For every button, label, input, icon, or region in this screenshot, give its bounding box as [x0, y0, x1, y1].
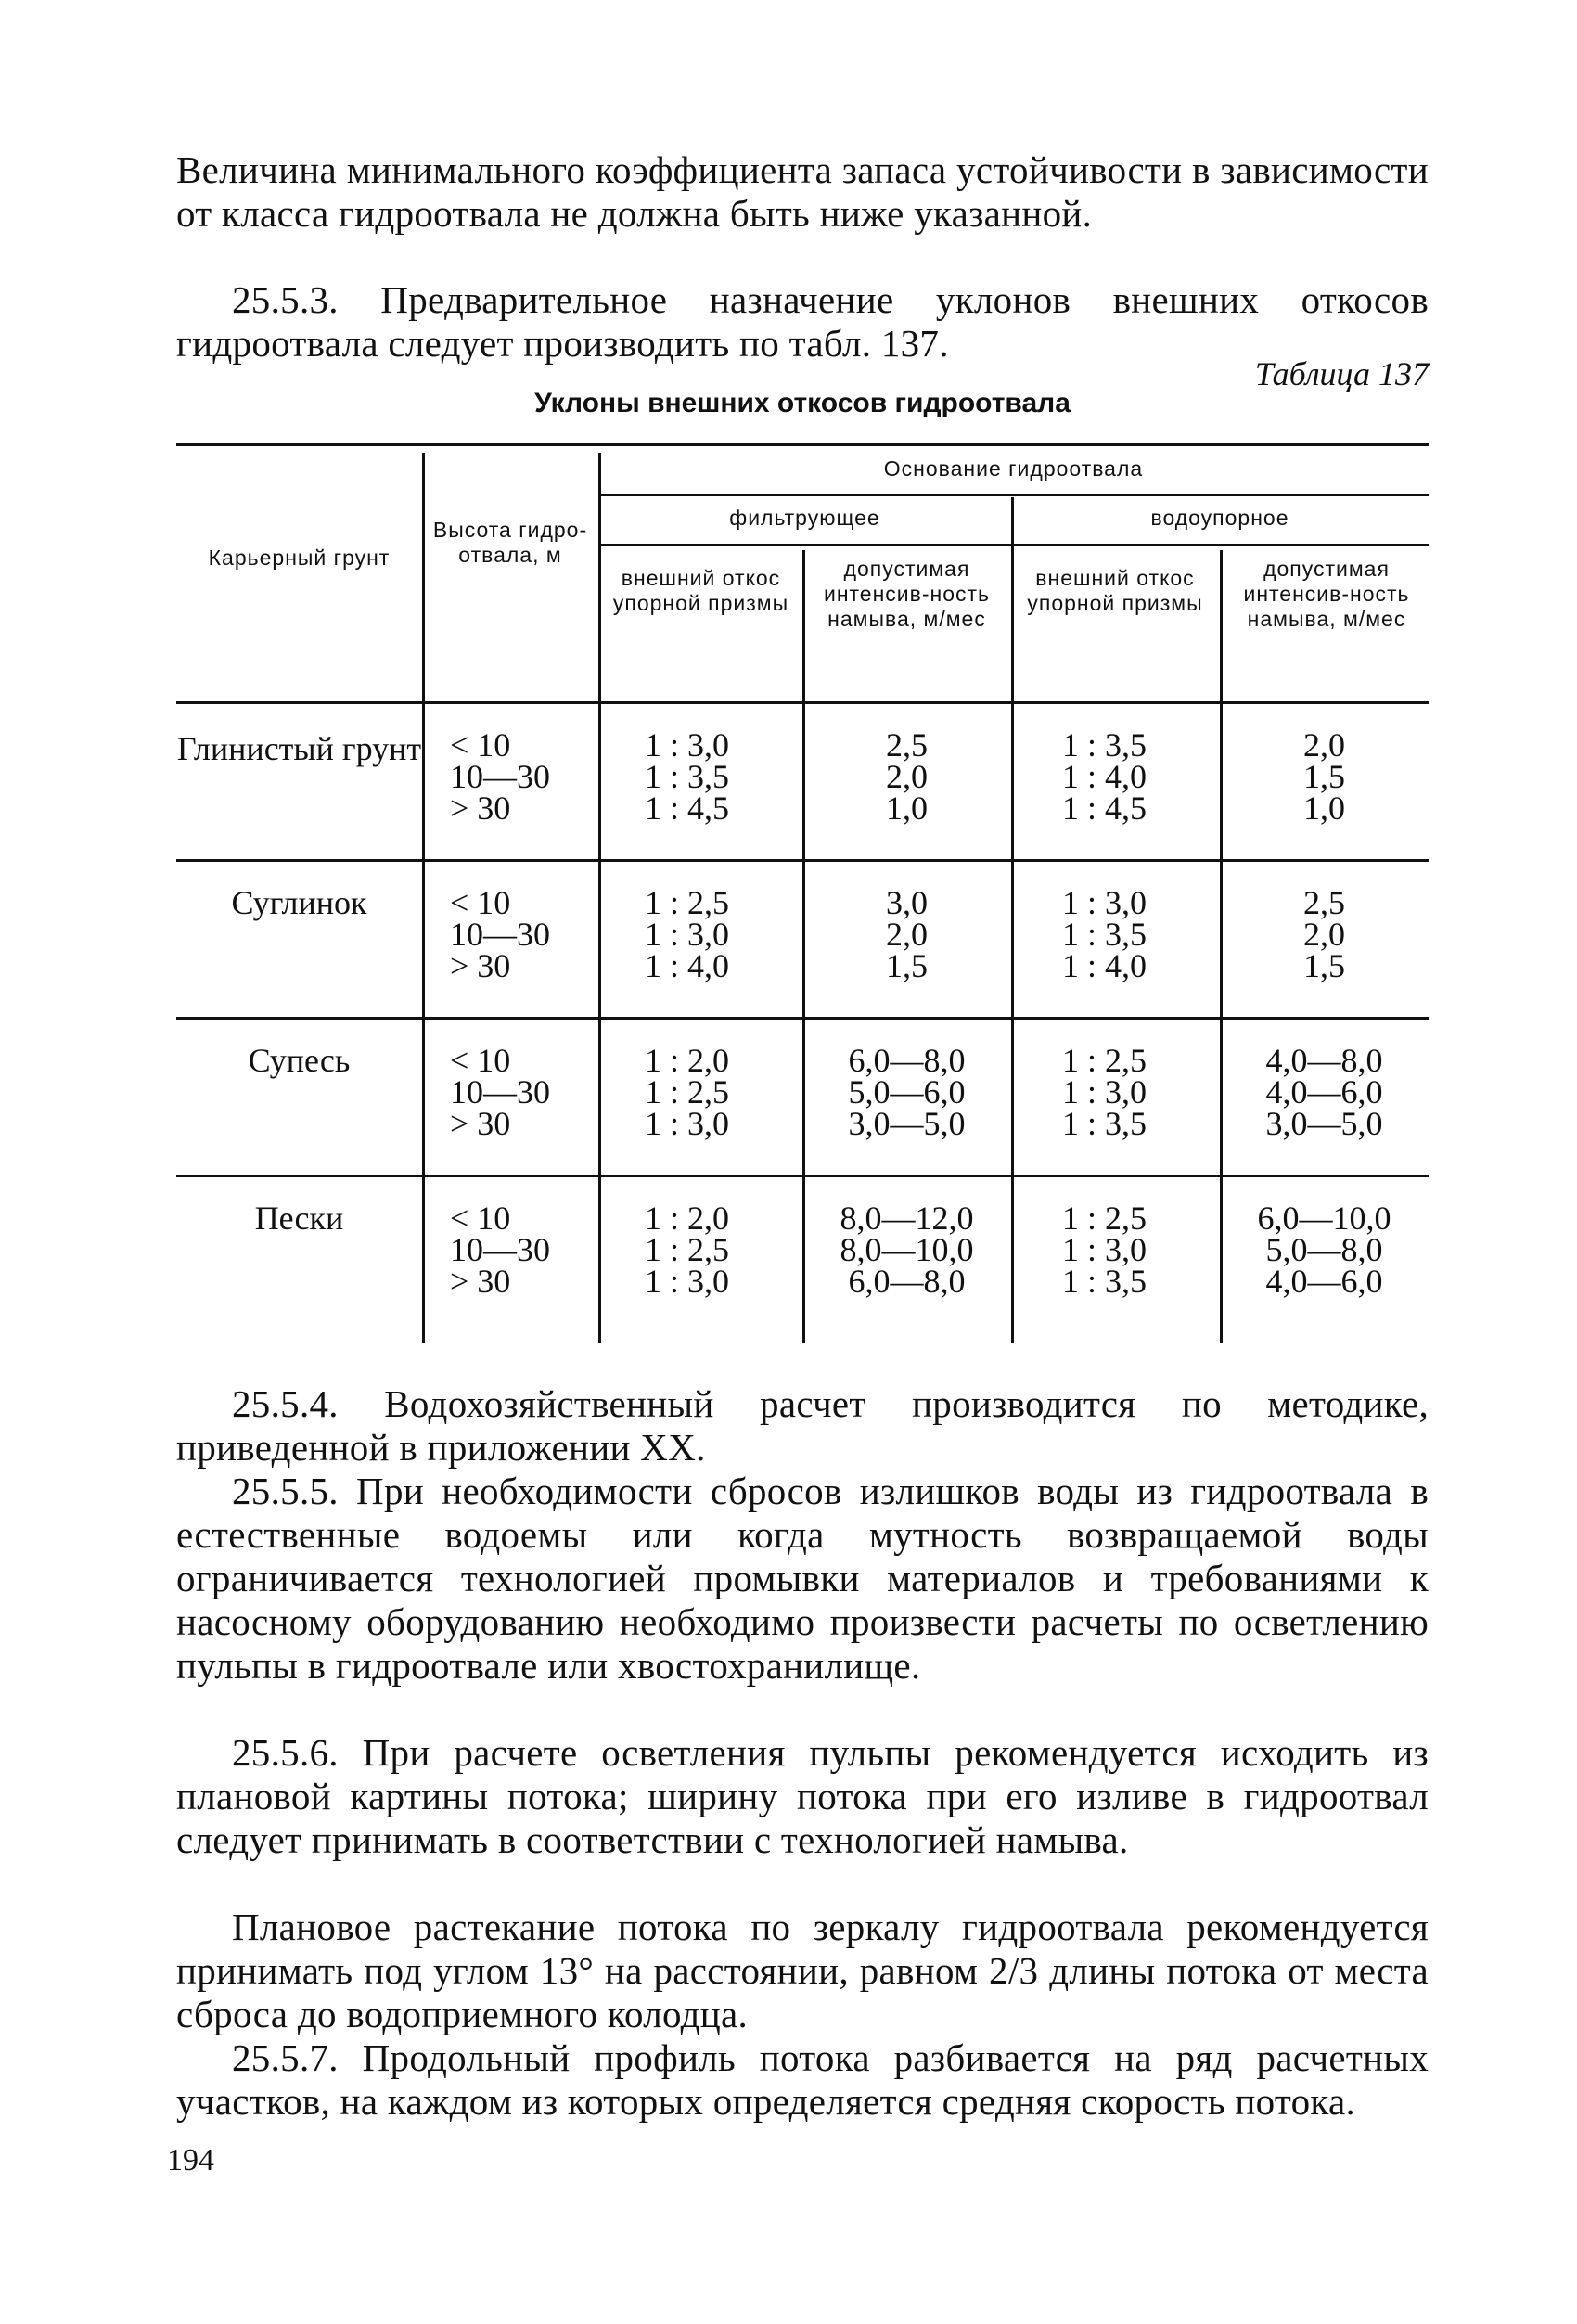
slopes-table [176, 443, 1429, 1348]
header-f-slope: внешний откос упорной призмы [612, 566, 789, 615]
table-title: Уклоны внешних откосов гидроотвала [534, 388, 1071, 418]
col-divider-filtering [1011, 497, 1014, 1343]
table-row-2-w-intensity: 2,5 2,0 1,5 [1303, 884, 1345, 984]
col-divider-w-slope [1220, 550, 1223, 1343]
table-row-2-heights: < 10 10—30 > 30 [450, 884, 550, 984]
table-row-1-w-intensity: 2,0 1,5 1,0 [1303, 726, 1345, 827]
paragraph-stability-coefficient: Величина минимального коэффициента запаса устойчивости в зависимости от класса гидроотвала не должна быть ниже указанной. [176, 148, 1429, 235]
table-row-4-f-slope: 1 : 2,0 1 : 2,5 1 : 3,0 [645, 1200, 730, 1300]
table-row-3-w-slope: 1 : 2,5 1 : 3,0 1 : 3,5 [1062, 1042, 1147, 1142]
col-divider-f-slope [802, 550, 805, 1343]
paragraph-25-5-4: 25.5.4. Водохозяйственный расчет производится по методике, приведенной в приложении XX. [176, 1382, 1429, 1469]
table-row-4-f-intensity: 8,0—12,0 8,0—10,0 6,0—8,0 [840, 1200, 974, 1300]
paragraph-25-5-6: 25.5.6. При расчете осветления пульпы рекомендуется исходить из плановой картины потока; ширину потока при его изливе в гидроотвал следует принимать в соответствии с технологией намыва. [176, 1731, 1429, 1861]
paragraph-planar-spreading: Плановое растекание потока по зеркалу гидроотвала рекомендуется принимать под углом 13° на расстоянии, равном 2/3 длины потока от места сброса до водоприемного колодца. [176, 1906, 1429, 2035]
header-w-slope: внешний откос упорной призмы [1027, 566, 1203, 615]
table-row-3-f-intensity: 6,0—8,0 5,0—6,0 3,0—5,0 [848, 1042, 966, 1142]
table-row-3-w-intensity: 4,0—8,0 4,0—6,0 3,0—5,0 [1265, 1042, 1383, 1142]
table-row-4-w-slope: 1 : 2,5 1 : 3,0 1 : 3,5 [1062, 1200, 1147, 1300]
paragraph-25-5-3: 25.5.3. Предварительное назначение уклонов внешних откосов гидроотвала следует производить по табл. 137. [176, 278, 1429, 365]
col-divider-height [598, 453, 601, 1343]
table-row-1-soil: Глинистый грунт [176, 730, 422, 767]
table-row-4-soil: Пески [254, 1200, 344, 1237]
table-row-4-w-intensity: 6,0—10,0 5,0—8,0 4,0—6,0 [1257, 1200, 1391, 1300]
header-soil: Карьерный грунт [208, 546, 391, 570]
table-row-4-heights: < 10 10—30 > 30 [450, 1200, 550, 1300]
col-divider-soil [422, 453, 425, 1343]
header-w-intensity: допустимая интенсив-ность намыва, м/мес [1243, 557, 1410, 631]
header-height: Высота гидро-отвала, м [432, 518, 588, 567]
table-row-3-heights: < 10 10—30 > 30 [450, 1042, 550, 1142]
header-filtering: фильтрующее [729, 506, 880, 530]
table-top-rule [176, 443, 1429, 446]
page-number: 194 [167, 2143, 214, 2177]
paragraph-25-5-7: 25.5.7. Продольный профиль потока разбивается на ряд расчетных участков, на каждом из которых определяется средняя скорость потока. [176, 2036, 1429, 2123]
table-row-3-soil: Супесь [248, 1042, 351, 1079]
paragraph-25-5-5: 25.5.5. При необходимости сбросов излишков воды из гидроотвала в естественные водоемы или когда мутность возвращаемой воды ограничивается технологией промывки материалов и требованиями к насосному оборудованию необходимо произвести расчеты по осветлению пульпы в гидроотвале или хвостохранилище. [176, 1470, 1429, 1687]
header-waterproof: водоупорное [1150, 506, 1289, 530]
table-row-1-heights: < 10 10—30 > 30 [450, 726, 550, 827]
table-row-1-w-slope: 1 : 3,5 1 : 4,0 1 : 4,5 [1062, 726, 1147, 827]
table-number: Таблица 137 [1254, 355, 1429, 392]
table-row-1-f-intensity: 2,5 2,0 1,0 [886, 726, 928, 827]
header-base: Основание гидроотвала [883, 456, 1144, 481]
table-row-1-f-slope: 1 : 3,0 1 : 3,5 1 : 4,5 [645, 726, 730, 827]
table-row-2-f-intensity: 3,0 2,0 1,5 [886, 884, 928, 984]
table-row-2-w-slope: 1 : 3,0 1 : 3,5 1 : 4,0 [1062, 884, 1147, 984]
table-row-2-f-slope: 1 : 2,5 1 : 3,0 1 : 4,0 [645, 884, 730, 984]
header-f-intensity: допустимая интенсив-ность намыва, м/мес [823, 557, 991, 631]
table-row-3-f-slope: 1 : 2,0 1 : 2,5 1 : 3,0 [645, 1042, 730, 1142]
base-header-rule [598, 494, 1429, 496]
table-row-2-soil: Суглинок [231, 884, 367, 921]
